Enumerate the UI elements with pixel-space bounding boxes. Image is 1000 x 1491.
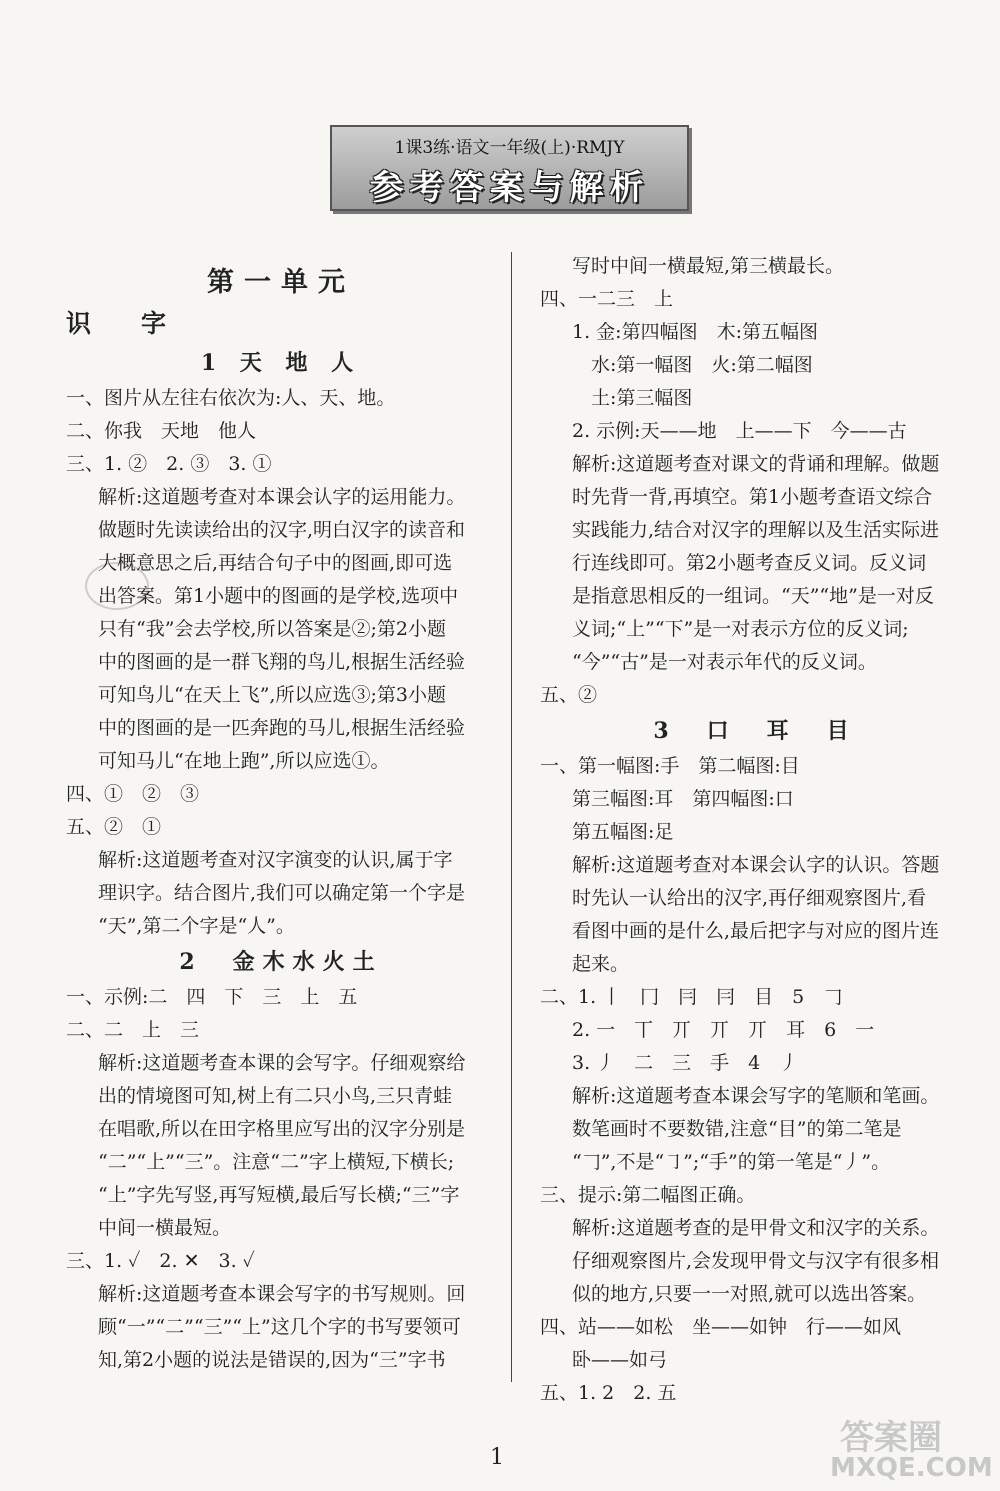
answer-line: 解析:这道题考查对本课会认字的认识。答题 bbox=[572, 854, 940, 876]
answer-line: 解析:这道题考查对汉字演变的认识,属于字 bbox=[98, 849, 453, 871]
watermark-logo: 答案圈 bbox=[840, 1418, 942, 1458]
answer-line: 看图中画的是什么,最后把字与对应的图片连 bbox=[572, 920, 940, 942]
right-column bbox=[540, 250, 970, 1410]
answer-line: 义词;“上”“下”是一对表示方位的反义词; bbox=[572, 618, 909, 640]
answer-line: 3. 丿 二 三 手 4 丿 bbox=[572, 1052, 799, 1074]
answer-line: 行连线即可。第2小题考查反义词。反义词 bbox=[572, 552, 927, 574]
answer-line: 土:第三幅图 bbox=[572, 387, 693, 409]
lesson-2-answers bbox=[66, 981, 496, 1377]
answer-line: 解析:这道题考查本课的会写字。仔细观察给 bbox=[98, 1052, 466, 1074]
answer-line: 可知马儿“在地上跑”,所以应选①。 bbox=[98, 750, 390, 772]
answer-line: 卧——如弓 bbox=[572, 1349, 668, 1371]
answer-line: 数笔画时不要数错,注意“目”的第二笔是 bbox=[572, 1118, 902, 1140]
answer-line: 五、② bbox=[540, 684, 598, 706]
header-banner bbox=[330, 125, 689, 211]
answer-line: 三、提示:第二幅图正确。 bbox=[540, 1184, 756, 1206]
answer-line: 只有“我”会去学校,所以答案是②;第2小题 bbox=[98, 618, 446, 640]
lesson-3-answers bbox=[540, 750, 970, 1410]
column-divider bbox=[511, 252, 512, 1382]
answer-line: 中的图画的是一匹奔跑的马儿,根据生活经验 bbox=[98, 717, 466, 739]
answer-line: 二、二 上 三 bbox=[66, 1019, 200, 1041]
answer-line: 五、② ① bbox=[66, 816, 162, 838]
lesson-2-answers-cont bbox=[540, 250, 970, 712]
answer-line: 解析:这道题考查对课文的背诵和理解。做题 bbox=[572, 453, 940, 475]
answer-line: 起来。 bbox=[572, 953, 630, 975]
answer-line: 三、1. ✓ 2. ✕ 3. ✓ bbox=[66, 1250, 255, 1272]
answer-line: 解析:这道题考查的是甲骨文和汉字的关系。 bbox=[572, 1217, 940, 1239]
answer-line: 解析:这道题考查本课会写字的笔顺和笔画。 bbox=[572, 1085, 940, 1107]
answer-line: 四、站——如松 坐——如钟 行——如风 bbox=[540, 1316, 902, 1338]
answer-line: 可知鸟儿“在天上飞”,所以应选③;第3小题 bbox=[98, 684, 446, 706]
answer-line: 第五幅图:足 bbox=[572, 821, 674, 843]
header-title: 参考答案与解析 bbox=[369, 168, 650, 208]
answer-line: 解析:这道题考查对本课会认字的运用能力。 bbox=[98, 486, 466, 508]
lesson-1-answers bbox=[66, 382, 496, 943]
lesson-2-title: 2 金木水火土 bbox=[179, 949, 383, 975]
section-title: 识字 bbox=[66, 309, 217, 338]
answer-line: 五、1. 2 2. 五 bbox=[540, 1382, 677, 1404]
answer-line: 一、第一幅图:手 第二幅图:目 bbox=[540, 755, 800, 777]
answer-line: “天”,第二个字是“人”。 bbox=[98, 915, 295, 937]
answer-line: 2. 示例:天——地 上——下 今——古 bbox=[572, 420, 907, 442]
answer-line: 解析:这道题考查本课会写字的书写规则。回 bbox=[98, 1283, 466, 1305]
answer-line: 出的情境图可知,树上有二只小鸟,三只青蛙 bbox=[98, 1085, 453, 1107]
answer-line: “二”“上”“三”。注意“二”字上横短,下横长; bbox=[98, 1151, 455, 1173]
answer-line: 一、示例:二 四 下 三 上 五 bbox=[66, 986, 358, 1008]
answer-line: 实践能力,结合对汉字的理解以及生活实际进 bbox=[572, 519, 940, 541]
lesson-3-title: 3 口 耳 目 bbox=[653, 718, 857, 744]
answer-line: 知,第2小题的说法是错误的,因为“三”字书 bbox=[98, 1349, 446, 1371]
left-column bbox=[66, 262, 496, 1377]
answer-line: 2. 一 丅 丌 丌 丌 耳 6 一 bbox=[572, 1019, 875, 1041]
answer-line: “𠃌”,不是“㇆”;“手”的第一笔是“丿”。 bbox=[572, 1151, 891, 1173]
answer-line: 中间一横最短。 bbox=[98, 1217, 232, 1239]
answer-line: 大概意思之后,再结合句子中的图画,即可选 bbox=[98, 552, 453, 574]
answer-line: 是指意思相反的一组词。“天”“地”是一对反 bbox=[572, 585, 934, 607]
answer-line: 水:第一幅图 火:第二幅图 bbox=[572, 354, 813, 376]
answer-line: 似的地方,只要一一对照,就可以选出答案。 bbox=[572, 1283, 927, 1305]
answer-line: 时先认一认给出的汉字,再仔细观察图片,看 bbox=[572, 887, 927, 909]
answer-line: 在唱歌,所以在田字格里应写出的汉字分别是 bbox=[98, 1118, 466, 1140]
answer-line: 做题时先读读给出的汉字,明白汉字的读音和 bbox=[98, 519, 466, 541]
answer-line: “今”“古”是一对表示年代的反义词。 bbox=[572, 651, 877, 673]
page-number: 1 bbox=[490, 1445, 504, 1470]
answer-line: 顾“一”“二”“三”“上”这几个字的书写要领可 bbox=[98, 1316, 461, 1338]
answer-line: 第三幅图:耳 第四幅图:口 bbox=[572, 788, 794, 810]
answer-line: 二、1. 丨 冂 冃 冃 目 5 𠃌 bbox=[540, 986, 843, 1008]
answer-line: 仔细观察图片,会发现甲骨文与汉字有很多相 bbox=[572, 1250, 940, 1272]
answer-line: 出答案。第1小题中的图画的是学校,选项中 bbox=[98, 585, 459, 607]
answer-line: 1. 金:第四幅图 木:第五幅图 bbox=[572, 321, 818, 343]
lesson-1-title: 1 天 地 人 bbox=[200, 350, 362, 376]
answer-line: 理识字。结合图片,我们可以确定第一个字是 bbox=[98, 882, 466, 904]
answer-line: 二、你我 天地 他人 bbox=[66, 420, 257, 442]
header-subtitle: 1课3练·语文一年级(上)·RMJY bbox=[394, 138, 625, 158]
answer-line: 四、一二三 上 bbox=[540, 288, 674, 310]
unit-title: 第一单元 bbox=[207, 267, 355, 298]
answer-line: 一、图片从左往右依次为:人、天、地。 bbox=[66, 387, 396, 409]
answer-line: 写时中间一横最短,第三横最长。 bbox=[572, 255, 845, 277]
answer-line: “上”字先写竖,再写短横,最后写长横;“三”字 bbox=[98, 1184, 460, 1206]
answer-line: 时先背一背,再填空。第1小题考查语文综合 bbox=[572, 486, 933, 508]
watermark-url: MXQE.COM bbox=[830, 1453, 993, 1483]
answer-line: 三、1. ② 2. ③ 3. ① bbox=[66, 453, 272, 475]
answer-line: 四、① ② ③ bbox=[66, 783, 200, 805]
answer-line: 中的图画的是一群飞翔的鸟儿,根据生活经验 bbox=[98, 651, 466, 673]
